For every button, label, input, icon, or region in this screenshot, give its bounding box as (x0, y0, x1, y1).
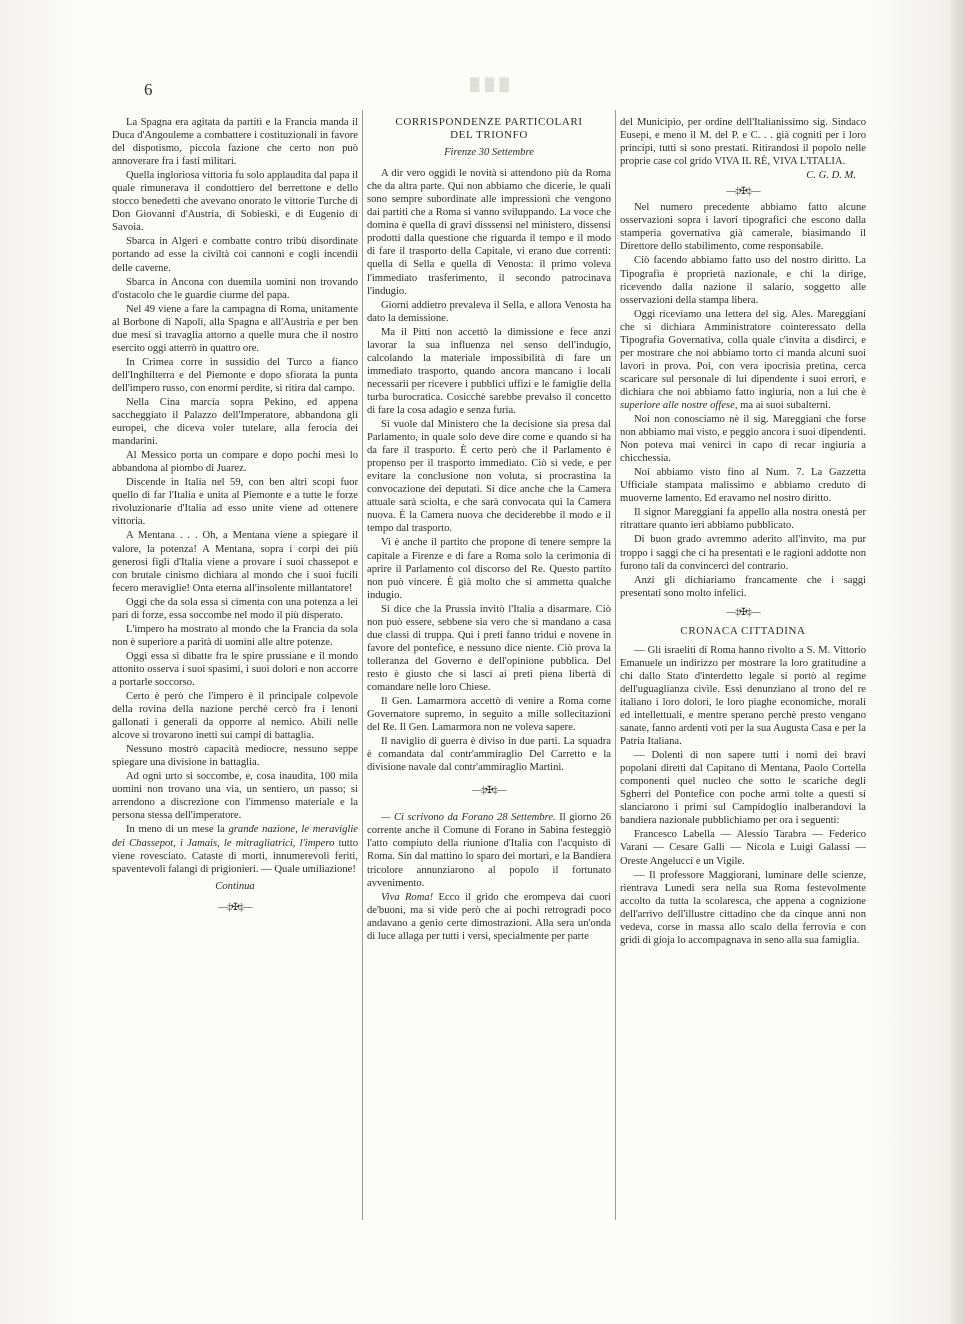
ornament-divider: —‡✠‡— (726, 186, 760, 198)
bleed-through-text: ▓ ▓ ▓ (470, 76, 510, 91)
column-rule-left (362, 110, 363, 1220)
correspondence-subheading: DEL TRIONFO (450, 129, 528, 142)
paragraph: Discende in Italia nel 59, con ben altri scopi fuor quello di far l'Italia e unita al Piemonte e a tutte le forze rivoluzionarie d'Italia ad esso unite viene ad ottenere vittoria. (112, 477, 358, 528)
paragraph: Giorni addietro prevaleva il Sella, e allora Venosta ha dato la demissione. (367, 299, 611, 324)
paragraph: Sbarca in Algeri e combatte contro tribù disordinate portando ad esse la civiltà coi cannoni e cogli incendii delle caverne. (112, 236, 358, 274)
paragraph: La Spagna era agitata da partiti e la Francia manda il Duca d'Angouleme a combattere i costituzionali in favore del dispotismo, piccola fazione che certo non può annoverare fra i fasti militari. (112, 117, 358, 168)
paragraph: Si dice che la Prussia invitò l'Italia a disarmare. Ciò non può essere, sebbene sia vero che si mandano a casa due classi di truppa. Qui i preti fanno tridui e novene in favore del pontefice, e nessuno dice niente. Ciò prova la tolleranza del Governo e dell'opinione pubblica. Del resto è giusto che si lasci ai preti piena libertà di comandare nelle loro Chiese. (367, 603, 611, 693)
paragraph: — Gli israeliti di Roma hanno rivolto a S. M. Vittorio Emanuele un indirizzo per mostrare la loro gratitudine a chi dallo Stato d'interdetto legale si portò al regime dell'uguaglianza civile. Essi denunziano al trono del re italiano i loro dolori, le loro piaghe economiche, morali ed intellettuali, e mentre sperano perchè presto vengano sanate, fanno ardenti voti per la sua Augusta Casa e per la Patria Italiana. (620, 644, 866, 748)
column-rule-right (615, 110, 616, 1220)
column-3-paragraphs-b (620, 413, 866, 600)
paragraph: Il naviglio di guerra è diviso in due parti. La squadra è comandata dal contr'ammiraglio Del Carretto e la divisione navale dal contr'ammiraglio Martini. (367, 736, 611, 774)
forano-paragraph: — Ci scrivono da Forano 28 Settembre. Il giorno 26 corrente anche il Comune di Forano in Sabina festeggiò l'atto compiuto della riunione d'Italia con l'acquisto di Roma. Sin dal mattino lo sparo dei mortari, e la Bandiera tricolore annunziarono al popolo il fortunato avvenimento. (367, 812, 612, 889)
paragraph: Oggi che da sola essa si cimenta con una potenza a lei pari di forze, essa soccombe nel modo il più disperato. (112, 596, 358, 621)
column-1 (112, 116, 358, 917)
ornament-divider: —‡✠‡— (472, 785, 506, 797)
paragraph: — Dolenti di non sapere tutti i nomi dei bravi popolani diretti dal Capitano di Mentana, Paolo Cortella componenti quel nucleo che sotto le scariche degli Sgherri del Pontefice con poche armi tolte a questi si slanciarono i primi sul Campidoglio inalberandovi la bandiera nazionale pubblichiamo per ora i seguenti: (620, 750, 866, 827)
column-1-paragraphs (112, 116, 358, 822)
paragraph: In Crimea corre in sussidio del Turco a fianco dell'Inghilterra e del Piemonte e dopo sfiorata la punta dell'impero russo, con enormi perdite, si ritira dal campo. (112, 356, 358, 394)
column-3-paragraphs-a (620, 201, 866, 306)
paragraph: Certo è però che l'impero è il principale colpevole della rovina della nazione perchè cercò fra i lenoni gallonati i generali da opporre al nemico. Abili nelle alcove si trovarono inetti sui campi di battaglia. (112, 691, 358, 742)
column-3 (620, 116, 866, 948)
paragraph: Noi non conosciamo nè il sig. Mareggiani che forse non abbiamo mai visto, e peggio ancora i suoi dipendenti. Non poteva mai venirci in capo di recar ingiuria a chicchessia. (620, 414, 866, 465)
mareggiani-letter-paragraph: Oggi riceviamo una lettera del sig. Ales. Mareggiani che si dichiara Amministratore cointeressato della Tipografia Governativa, colla quale c'invita a disdirci, e per mostrare che noi abbiamo torto ci manda alcuni suoi lavori in prova. Poi, con vera ipocrisia pretina, cerca scaricare sul personale di lui dipendente i suoi errori, e dichiara che noi abbiamo fatto ingiuria, non a lui che è superiore alle nostre offese, ma ai suoi subalterni. (620, 308, 866, 411)
paragraph: A dir vero oggidì le novità si attendono più da Roma che da altra parte. Qui non abbiamo che dicerie, le quali sono sempre subordinate alle impressioni che vengono dai partiti che a Roma si vanno sviluppando. La voce che domina è quella di gravi disssensi nel ministero, dissensi prodotti dalla questione che riguarda il tempo e il modo di fare il trasporto della Capitale, vi erano due correnti: quella di Sella e quella di Venosta: il primo voleva l'immediato trasferimento, il secondo patrocinava l'indugio. (367, 168, 611, 297)
paragraph: Anzi gli dichiariamo francamente che i saggi presentati sono molto infelici. (620, 574, 866, 599)
paragraph: L'impero ha mostrato al mondo che la Francia da sola non è superiore a parità di uomini alle altre potenze. (112, 623, 358, 648)
paragraph: Vi è anche il partito che propone di tenere sempre la capitale a Firenze e di fare a Roma solo la cerimonia di aprire il Parlamento col discorso del Re. Questo partito non può vincere. È già molto che si ammetta qualche indugio. (367, 537, 611, 601)
dateline: Firenze 30 Settembre (444, 147, 534, 159)
paragraph: Il Gen. Lamarmora accettò di venire a Roma come Governatore supremo, in seguito a mille sollecitazioni del Re. Il Gen. Lamarmora non ne voleva sapere. (367, 696, 611, 734)
column-2 (367, 116, 611, 944)
paragraph: Ma il Pitti non accettò la dimissione e fece anzi lavorar la sua influenza nel senso dell'indugio, calcolando la materiale impossibilità di fare un immediato trasporto, quando ancora mancano i locali necessarii per ricevere i pubblici uffizi e le famiglie della turba burocratica. Cosicchè sarebbe prevalso il concetto di fare la cosa adagio e senza furia. (367, 326, 611, 416)
paragraph: Noi abbiamo visto fino al Num. 7. La Gazzetta Ufficiale stampata malissimo e abbiamo creduto di muoverne lamento. Ed eravamo nel nostro diritto. (620, 467, 866, 505)
paragraph: Oggi essa si dibatte fra le spire prussiane e il mondo attonito osserva i suoi spasimi, i suoi dolori e non accorre a portarle soccorso. (112, 650, 358, 688)
paragraph: Al Messico porta un compare e dopo pochi mesi lo abbandona al piombo di Juarez. (112, 450, 358, 475)
ornament-divider: —‡✠‡— (218, 901, 252, 913)
column-3-first-paragraph: del Municipio, per ordine dell'Italianissimo sig. Sindaco Eusepi, e meno il M. del P. e C. . . già cogniti per i loro principi, tutti si sono prestati. Ritirandosi il popolo nelle proprie case col grido VIVA IL RÈ, VIVA L'ITALIA. (620, 117, 866, 168)
paragraph: Nel numero precedente abbiamo fatto alcune osservazioni sopra i lavori tipografici che escono dalla stamperia governativa già camerale, biasimando il Direttore dello stabilimento, come responsabile. (620, 202, 866, 253)
ornament-divider: —‡✠‡— (726, 606, 760, 618)
paragraph: Si vuole dal Ministero che la decisione sia presa dal Parlamento, in quale solo deve dire come e quando si ha da fare il trasporto. È certo però che il Parlamento è propenso per il trasporto immediato. Ciò si vede, e per evitare la conclusione non voluta, si procrastina la convocazione dei deputati. Si dice anche che la Camera attuale sarà sciolta, e che sarà convocata qui la Camera nuova. È la Camera nuova che deciderebbe il modo e il tempo dal trasporto. (367, 419, 611, 535)
column-1-last-paragraph: In meno di un mese la grande nazione, le meraviglie dei Chassepot, i Jamais, le mitragliatrici, l'impero tutto viene rovesciato. Cataste di morti, innumerevoli feriti, spaventevoli falangi di prigionieri. — Quale umiliazione! (112, 824, 359, 875)
paragraph: Il signor Mareggiani fa appello alla nostra onestà per ritrattare quanto ieri abbiamo pubblicato. (620, 507, 866, 532)
page-edge-shadow (951, 0, 965, 1324)
paragraph: Nessuno mostrò capacità mediocre, nessuno seppe spiegare una divisione in battaglia. (112, 744, 358, 769)
column-3-paragraphs-c (620, 644, 866, 947)
paragraph: — Il professore Maggiorani, luminare delle scienze, rientrava Lunedì sera nella sua Roma festevolmente accolto da tutta la scolaresca, che appena a cognizione dell'arrivo dell'illustre cittadino che da cinque anni non vedeva, corse in massa allo scalo della ferrovia e con gridi di gioja lo accompagnava in seno alla sua famiglia. (620, 869, 866, 946)
correspondence-heading: CORRISPONDENZE PARTICOLARI (395, 116, 583, 128)
paragraph: Ad ogni urto si soccombe, e, cosa inaudita, 100 mila uomini non trovano una via, un sentiero, un passo; si arrendono a discrezione con l'immenso materiale e la persona stessa dell'imperatore. (112, 771, 358, 822)
paragraph: Nel 49 viene a fare la campagna di Roma, unitamente al Borbone di Napoli, alla Spagna e all'Austria e per ben due mesi si travaglia attorno a quelle mura che il nostro esercito oggi atterrò in quattro ore. (112, 303, 358, 354)
paragraph: Di buon grado avremmo aderito all'invito, ma pur troppo i saggi che ci ha presentati e le ragioni addotte non furono tali da convincerci del contrario. (620, 534, 866, 572)
continua-label: Continua (215, 880, 255, 892)
viva-roma-paragraph: Viva Roma! Ecco il grido che erompeva dai cuori de'buoni, ma si vide però che ai pochi retrogradi poco andavano a genio certe dimostrazioni. Alla sera un'onda di luce allaga per tutti i versi, specialmente per parte (367, 891, 611, 942)
paragraph: Quella ingloriosa vittoria fu solo applaudita dal papa il quale rimunerava il condottiero del berrettone e dello stocco benedetti che avevano onorato le vittorie Turche di Don Giovanni d'Austria, di Sobieski, e di Eugenio di Savoia. (112, 170, 358, 234)
page-number: 6 (144, 80, 153, 99)
paragraph: Ciò facendo abbiamo fatto uso del nostro diritto. La Tipografia è proprietà nazionale, e chi la dirige, ricevendo dalla nazione il salario, soggetto alle osservazioni della stampa libera. (620, 255, 866, 306)
paragraph: A Mentana . . . Oh, a Mentana viene a spiegare il valore, la potenza! A Mentana, sopra i corpi dei più generosi figli d'Italia viene a provare i suoi chassepot e con brutale cinismo dichiara al mondo che i suoi fucili fecero meraviglie! Onta eterna all'insolente millantatore! (112, 530, 358, 594)
column-2-paragraphs (367, 167, 611, 774)
paragraph: Francesco Labella — Alessio Tarabra — Federico Varani — Cesare Galli — Nicola e Luigi Galassi — Oreste Angelucci e un Vigile. (620, 829, 866, 867)
cronaca-heading: CRONACA CITTADINA (680, 624, 806, 637)
paragraph: Sbarca in Ancona con duemila uomini non trovando d'ostacolo che le guardie ciurme del papa. (112, 276, 358, 301)
signature: C. G. D. M. (806, 170, 856, 182)
paragraph: Nella Cina marcia sopra Pekino, ed appena saccheggiato il Palazzo dell'Imperatore, abbandona gli europei, che diceva voler tutelare, alla ferocia dei mandarini. (112, 396, 358, 448)
